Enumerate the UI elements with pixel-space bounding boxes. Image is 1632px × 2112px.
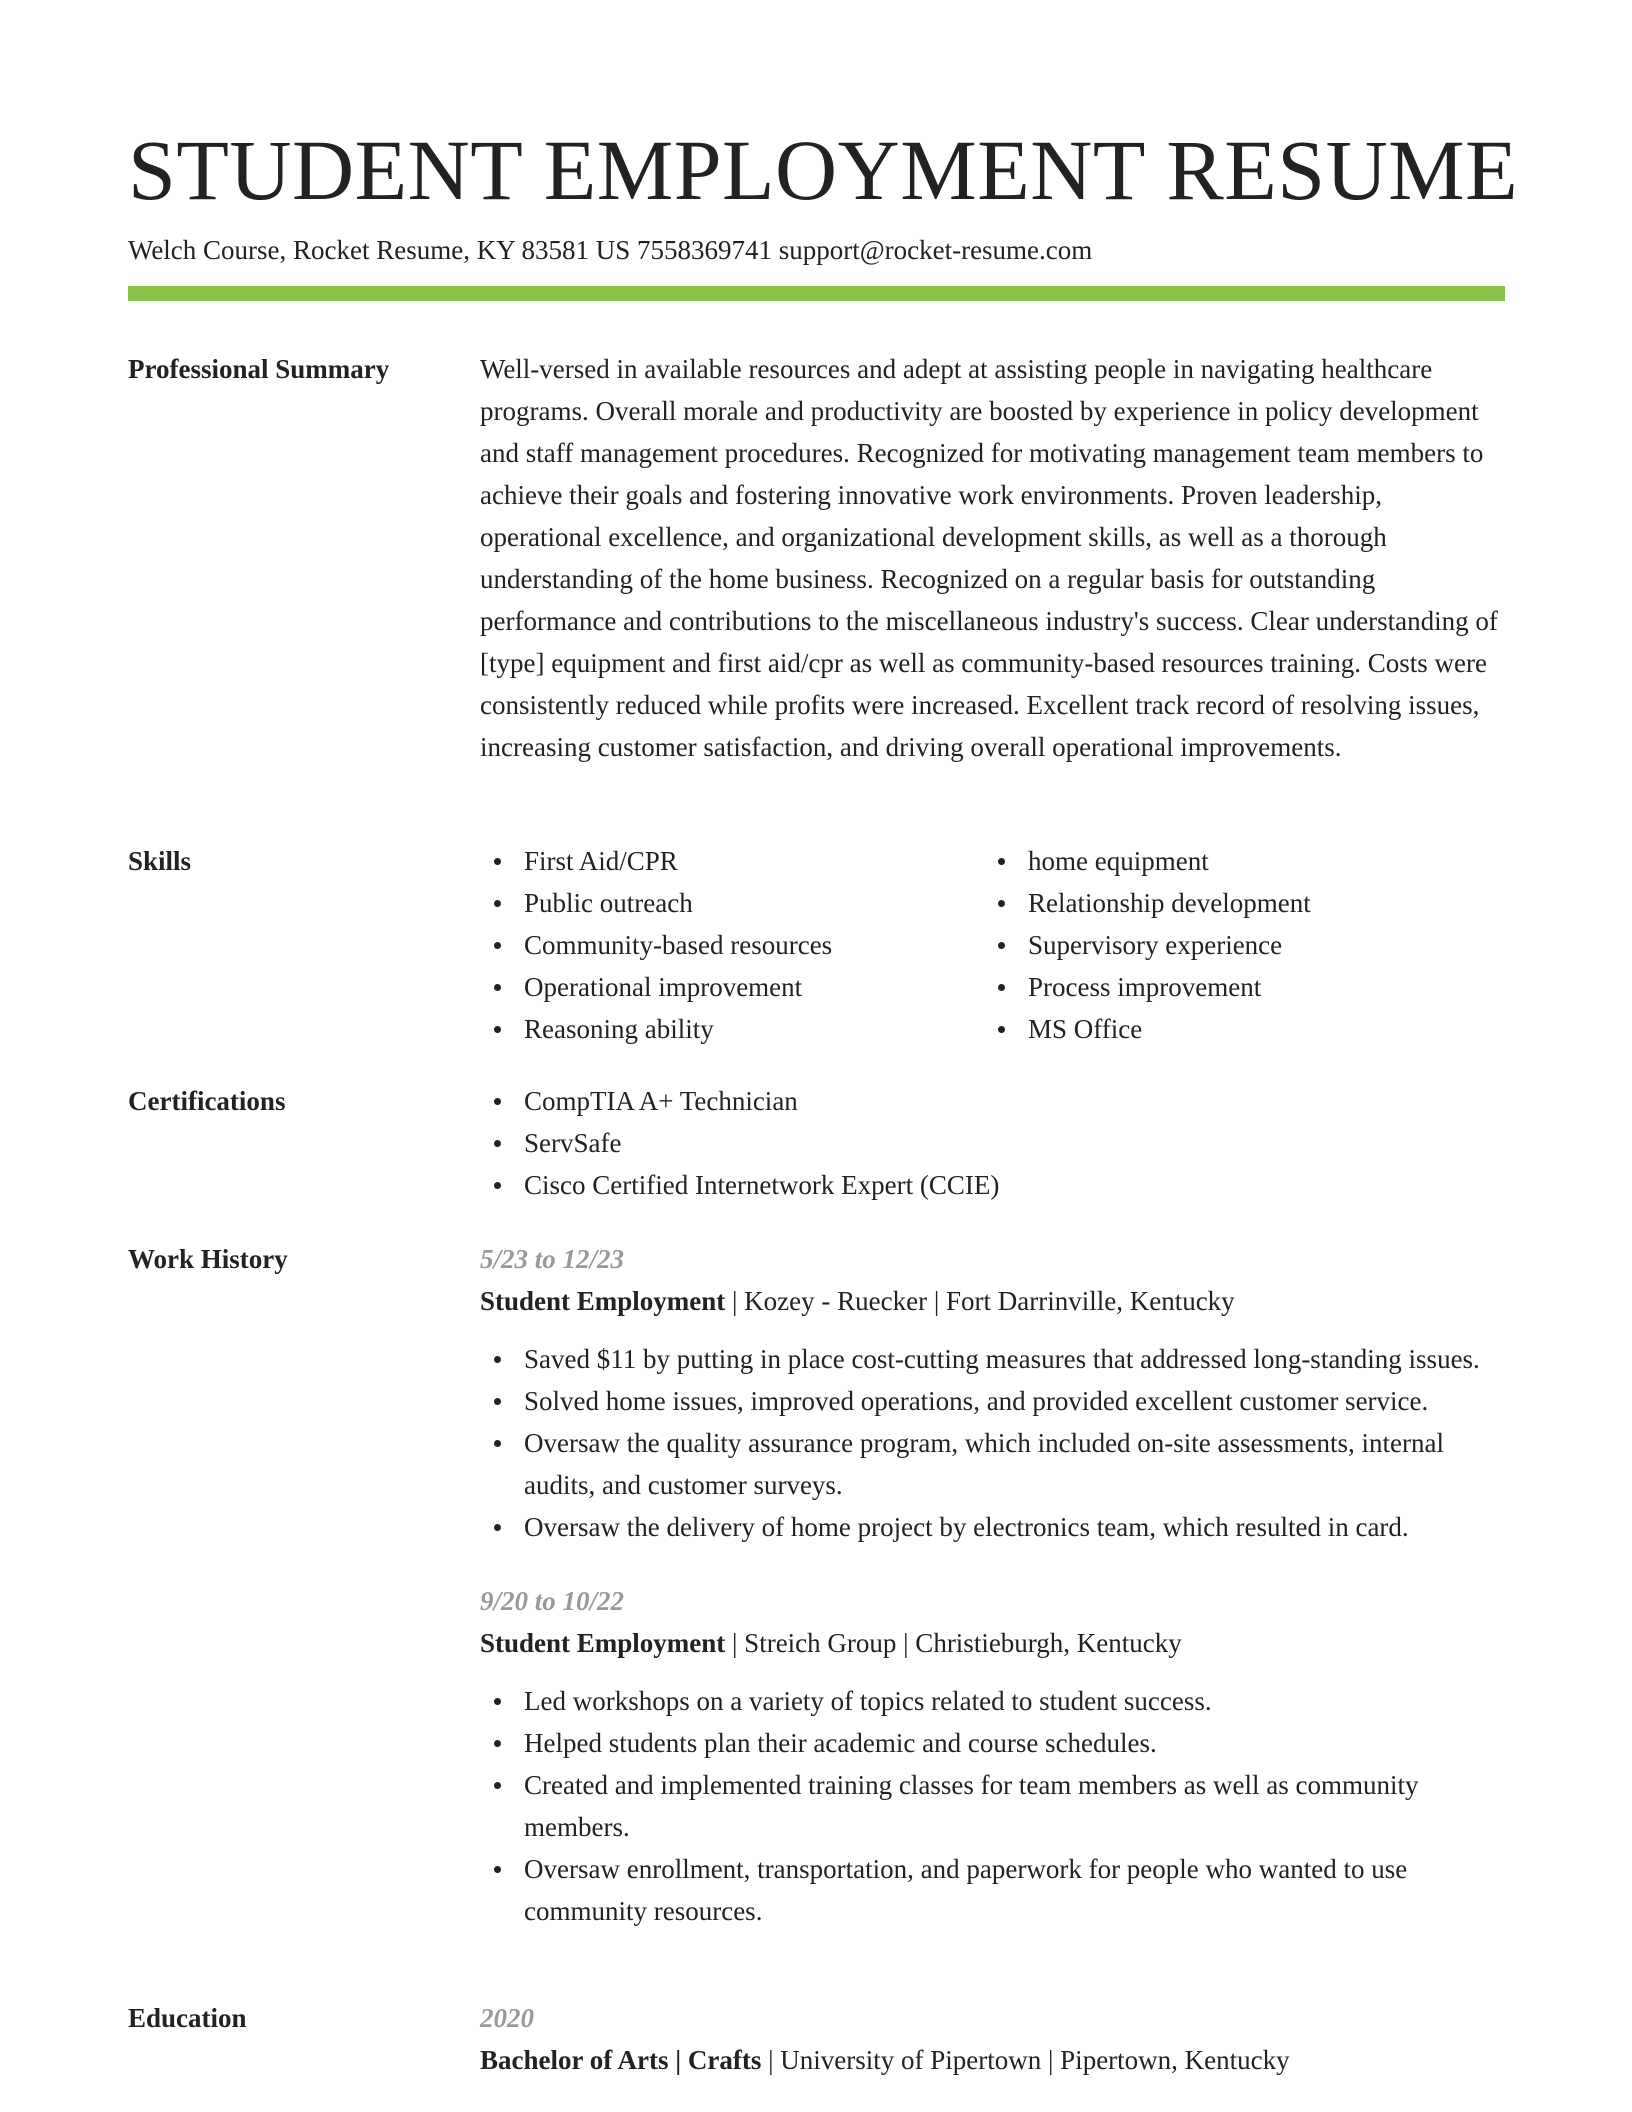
job-entry	[480, 1580, 1505, 1932]
certification-item: CompTIA A+ Technician	[480, 1080, 1505, 1122]
job-details: | Kozey - Ruecker | Fort Darrinville, Kentucky	[725, 1286, 1235, 1316]
job-bullet: Oversaw the quality assurance program, which included on-site assessments, internal audits, and customer surveys.	[480, 1422, 1505, 1506]
education-body	[480, 1997, 1505, 2081]
job-bullet: Created and implemented training classes for team members as well as community members.	[480, 1764, 1505, 1848]
job-bullet: Led workshops on a variety of topics related to student success.	[480, 1680, 1505, 1722]
accent-divider	[128, 286, 1505, 301]
job-bullets	[480, 1680, 1505, 1932]
work-history-body	[480, 1238, 1505, 1932]
job-details: | Streich Group | Christieburgh, Kentucky	[725, 1628, 1182, 1658]
job-title-line	[480, 1622, 1505, 1664]
skill-item: Reasoning ability	[480, 1008, 984, 1050]
school-details: | University of Pipertown | Pipertown, Kentucky	[761, 2045, 1290, 2075]
certification-item: Cisco Certified Internetwork Expert (CCIE)	[480, 1164, 1505, 1206]
job-bullet: Oversaw the delivery of home project by electronics team, which resulted in card.	[480, 1506, 1505, 1548]
certifications-heading: Certifications	[128, 1086, 286, 1116]
summary-heading: Professional Summary	[128, 354, 390, 384]
job-bullet: Helped students plan their academic and course schedules.	[480, 1722, 1505, 1764]
job-title-line	[480, 1280, 1505, 1322]
job-dates: 5/23 to 12/23	[480, 1244, 625, 1274]
skill-item: Relationship development	[984, 882, 1488, 924]
skills-list-left	[480, 840, 984, 1050]
education-heading: Education	[128, 2003, 247, 2033]
skills-heading: Skills	[128, 846, 192, 876]
certifications-list	[480, 1080, 1505, 1206]
job-role: Student Employment	[480, 1286, 726, 1316]
skill-item: First Aid/CPR	[480, 840, 984, 882]
work-history-heading: Work History	[128, 1244, 288, 1274]
job-bullet: Solved home issues, improved operations, and provided excellent customer service.	[480, 1380, 1505, 1422]
contact-info: Welch Course, Rocket Resume, KY 83581 US 7558369741 support@rocket-resume.com	[128, 235, 1093, 265]
summary-text: Well-versed in available resources and adept at assisting people in navigating healthcare programs. Overall morale and productivity are boosted by experience in policy development and staff management procedures. Recognized for motivating management team members to achieve their goals and fostering innovative work environments. Proven leadership, operational excellence, and organizational development skills, as well as a thorough understanding of the home business. Recognized on a regular basis for outstanding performance and contributions to the miscellaneous industry's success. Clear understanding of [type] equipment and first aid/cpr as well as community-based resources training. Costs were consistently reduced while profits were increased. Excellent track record of resolving issues, increasing customer satisfaction, and driving overall operational improvements.	[480, 354, 1498, 762]
job-dates: 9/20 to 10/22	[480, 1586, 625, 1616]
skill-item: Supervisory experience	[984, 924, 1488, 966]
skill-item: Operational improvement	[480, 966, 984, 1008]
job-bullet: Saved $11 by putting in place cost-cutting measures that addressed long-standing issues.	[480, 1338, 1505, 1380]
education-year: 2020	[480, 2003, 534, 2033]
certifications-body	[480, 1080, 1505, 1206]
skill-item: Public outreach	[480, 882, 984, 924]
job-entry	[480, 1238, 1505, 1548]
skill-item: home equipment	[984, 840, 1488, 882]
skill-item: Community-based resources	[480, 924, 984, 966]
certification-item: ServSafe	[480, 1122, 1505, 1164]
skill-item: Process improvement	[984, 966, 1488, 1008]
degree-line	[480, 2039, 1505, 2081]
skills-list-right	[984, 840, 1488, 1050]
job-role: Student Employment	[480, 1628, 726, 1658]
resume-title: STUDENT EMPLOYMENT RESUME	[128, 122, 1519, 218]
job-bullet: Oversaw enrollment, transportation, and paperwork for people who wanted to use community resources.	[480, 1848, 1505, 1932]
skill-item: MS Office	[984, 1008, 1488, 1050]
job-bullets	[480, 1338, 1505, 1548]
degree: Bachelor of Arts | Crafts	[480, 2045, 762, 2075]
skills-columns	[480, 840, 1505, 1050]
